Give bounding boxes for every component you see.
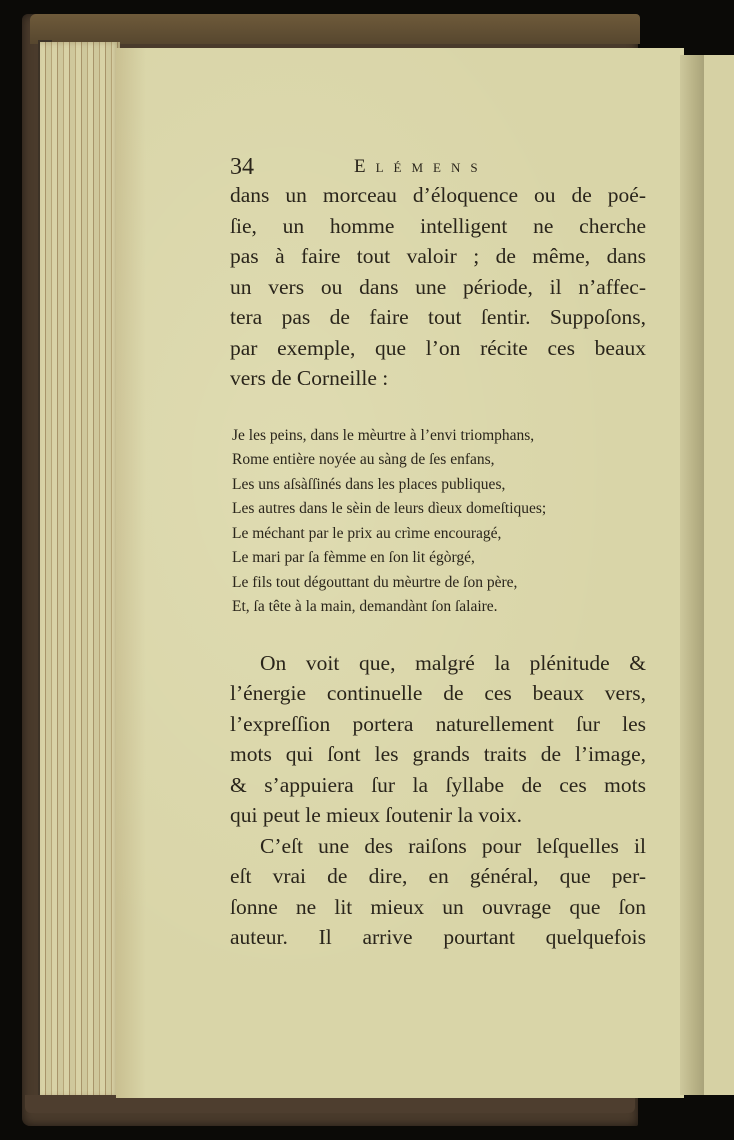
page-text [230, 156, 646, 953]
page-number: 34 [230, 154, 254, 180]
text-line: l’énergie continuelle de ces beaux vers, [230, 681, 646, 705]
text-line: pas à faire tout valoir ; de même, dans [230, 244, 646, 268]
text-line: ſonne ne lit mieux un ouvrage que ſon [230, 894, 646, 919]
text-line: eſt vrai de dire, en général, que per- [230, 864, 646, 888]
text-line: On voit que, malgré la plénitude & [260, 650, 646, 675]
text-line: & s’appuiera ſur la ſyllabe de ces mots [230, 772, 646, 797]
text-line: qui peut le mieux ſoutenir la voix. [230, 803, 522, 827]
text-line: tera pas de faire tout ſentir. Suppoſons, [230, 305, 646, 329]
verse-quotation [232, 424, 646, 620]
book-cover-top-edge [30, 14, 640, 44]
verse-line: Je les peins, dans le mèurtre à l’envi triomphans, [232, 426, 535, 444]
text-line: l’expreſſion portera naturellement ſur les [230, 711, 646, 736]
text-line: dans un morceau d’éloquence ou de poé- [230, 183, 646, 207]
verse-line: Les uns aſsàſſinés dans les places publiques, [232, 475, 506, 493]
verse-line: Rome entière noyée au sàng de ſes enfans, [232, 451, 495, 468]
page-stack-edges [40, 42, 120, 1097]
paragraph-2 [230, 648, 646, 831]
running-title: Elémens [354, 156, 488, 177]
paragraph-1 [230, 180, 646, 394]
verse-line: Le méchant par le prix au crìme encouragé, [232, 524, 502, 542]
text-line: ſie, un homme intelligent ne cherche [230, 213, 646, 238]
verse-line: Les autres dans le sèin de leurs dìeux domeſtiques; [232, 500, 547, 517]
page-header [230, 156, 646, 182]
verse-line: Et, ſa tête à la main, demandànt ſon ſalaire. [232, 598, 498, 615]
text-line: par exemple, que l’on récite ces beaux [230, 335, 646, 360]
facing-page-edge [704, 55, 734, 1095]
paragraph-3 [230, 831, 646, 953]
text-line: mots qui ſont les grands traits de l’image, [230, 742, 646, 766]
text-line: vers de Corneille : [230, 366, 389, 390]
text-line: C’eſt une des raiſons pour leſquelles il [260, 833, 646, 858]
text-line: un vers ou dans une période, il n’affec- [230, 274, 646, 299]
page-gutter [680, 55, 704, 1095]
verse-line: Le mari par ſa fèmme en ſon lit égòrgé, [232, 549, 475, 566]
verse-line: Le fils tout dégouttant du mèurtre de ſon père, [232, 573, 518, 591]
text-line: auteur. Il arrive pourtant quelquefois [230, 925, 646, 949]
